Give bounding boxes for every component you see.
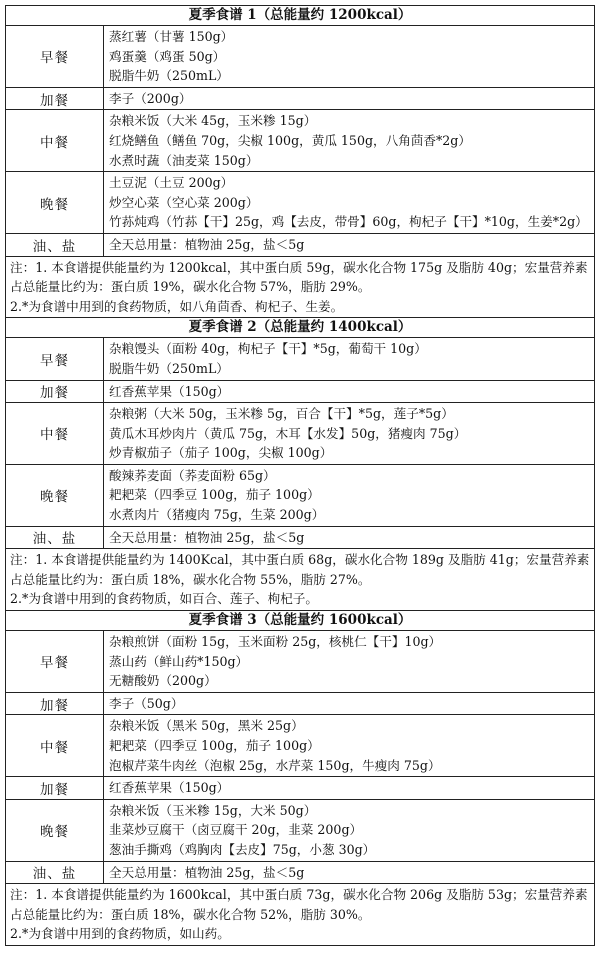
meal-items: [104, 464, 595, 526]
meal-items: [104, 715, 595, 777]
menu-notes: [6, 256, 595, 318]
meal-items: [104, 110, 595, 172]
meal-item: 红香蕉苹果（150g）: [109, 383, 230, 399]
meal-items: [104, 861, 595, 884]
meal-item: 无糖酸奶（200g）: [109, 673, 217, 689]
meal-item: 杂粮煎饼（面粉 15g，玉米面粉 25g，核桃仁【干】10g）: [109, 634, 442, 650]
meal-item: 杂粮米饭（大米 45g，玉米糁 15g）: [109, 113, 317, 129]
meal-label: 早餐: [6, 631, 104, 693]
meal-items: [104, 87, 595, 110]
meal-label: 加餐: [6, 380, 104, 403]
meal-label: 晚餐: [6, 464, 104, 526]
meal-item: 水煮肉片（猪瘦肉 75g，生菜 200g）: [109, 507, 325, 523]
meal-item: 杂粮馒头（面粉 40g，枸杞子【干】*5g，葡萄干 10g）: [109, 341, 427, 357]
meal-row: [6, 338, 595, 380]
meal-items: [104, 777, 595, 800]
meal-label: 早餐: [6, 338, 104, 380]
meal-row: [6, 799, 595, 861]
meal-row: [6, 777, 595, 800]
meal-item: 葱油手撕鸡（鸡胸肉【去皮】75g，小葱 30g）: [109, 841, 376, 857]
meal-item: 泡椒芹菜牛肉丝（泡椒 25g，水芹菜 150g，牛瘦肉 75g）: [109, 757, 441, 773]
meal-item: 耙耙菜（四季豆 100g，茄子 100g）: [109, 487, 320, 503]
meal-label: 油、盐: [6, 861, 104, 884]
meal-items: [104, 338, 595, 380]
meal-item: 李子（200g）: [109, 90, 192, 106]
note-line: 注：1. 本食谱提供能量约为 1200kcal，其中蛋白质 59g，碳水化合物 175g 及脂肪 40g；宏量营养素占总能量比约为：蛋白质 19%，碳水化合物 57%，脂肪 29%。: [10, 259, 588, 295]
meal-row: [6, 631, 595, 693]
meal-items: [104, 233, 595, 256]
note-line: 注：1. 本食谱提供能量约为 1400Kcal，其中蛋白质 68g，碳水化合物 189g 及脂肪 41g；宏量营养素占总能量比约为：蛋白质 18%，碳水化合物 55%，脂肪 27%。: [10, 552, 590, 587]
meal-item: 耙耙菜（四季豆 100g，茄子 100g）: [109, 738, 320, 753]
meal-items: [104, 692, 595, 715]
menu-title: 夏季食谱 1（总能量约 1200kcal）: [6, 6, 595, 26]
menu-title: 夏季食谱 2（总能量约 1400kcal）: [6, 318, 595, 338]
meal-item: 杂粮米饭（黑米 50g，黑米 25g）: [109, 718, 304, 734]
meal-item: 全天总用量：植物油 25g，盐＜5g: [109, 236, 305, 252]
menu-title-row: [6, 318, 595, 338]
meal-row: [6, 233, 595, 256]
note-line: 2.*为食谱中用到的食药物质，如八角茴香、枸杞子、生姜。: [10, 298, 344, 314]
meal-item: 杂粮粥（大米 50g，玉米糁 5g，百合【干】*5g，莲子*5g）: [109, 406, 454, 422]
meal-label: 中餐: [6, 403, 104, 465]
meal-item: 蒸红薯（甘薯 150g）: [109, 29, 234, 44]
meal-label: 晚餐: [6, 799, 104, 861]
meal-label: 晚餐: [6, 172, 104, 234]
menu-title: 夏季食谱 3（总能量约 1600kcal）: [6, 611, 595, 631]
meal-item: 红烧鳝鱼（鳝鱼 70g，尖椒 100g，黄瓜 150g，八角茴香*2g）: [109, 132, 471, 148]
meal-label: 中餐: [6, 715, 104, 777]
meal-item: 脱脂牛奶（250mL）: [109, 360, 229, 376]
meal-row: [6, 110, 595, 172]
meal-item: 炒空心菜（空心菜 200g）: [109, 194, 259, 210]
meal-item: 鸡蛋羹（鸡蛋 50g）: [109, 48, 226, 64]
notes-row: [6, 256, 595, 318]
meal-items: [104, 631, 595, 693]
meal-label: 加餐: [6, 692, 104, 715]
note-line: 注：1. 本食谱提供能量约为 1600kcal，其中蛋白质 73g，碳水化合物 206g 及脂肪 53g；宏量营养素占总能量比约为：蛋白质 18%，碳水化合物 52%，脂肪 30%。: [10, 887, 588, 922]
meal-item: 土豆泥（土豆 200g）: [109, 175, 234, 191]
meal-items: [104, 26, 595, 88]
meal-item: 蒸山药（鲜山药*150g）: [109, 653, 249, 669]
meal-label: 加餐: [6, 777, 104, 800]
meal-row: [6, 692, 595, 715]
meal-item: 李子（50g）: [109, 695, 184, 711]
menu-title-row: [6, 6, 595, 26]
meal-item: 竹荪炖鸡（竹荪【干】25g，鸡【去皮，带骨】60g，枸杞子【干】*10g，生姜*2g）: [109, 214, 588, 230]
meal-items: [104, 403, 595, 465]
meal-items: [104, 799, 595, 861]
meal-item: 炒青椒茄子（茄子 100g，尖椒 100g）: [109, 445, 333, 461]
meal-row: [6, 464, 595, 526]
meal-item: 韭菜炒豆腐干（卤豆腐干 20g，韭菜 200g）: [109, 822, 363, 838]
meal-row: [6, 172, 595, 234]
notes-row: [6, 549, 595, 611]
meal-items: [104, 380, 595, 403]
meal-label: 中餐: [6, 110, 104, 172]
meal-item: 黄瓜木耳炒肉片（黄瓜 75g，木耳【水发】50g，猪瘦肉 75g）: [109, 425, 467, 441]
menu-notes: [6, 884, 595, 946]
meal-label: 油、盐: [6, 233, 104, 256]
meal-item: 水煮时蔬（油麦菜 150g）: [109, 152, 259, 168]
menu-notes: [6, 549, 595, 611]
meal-label: 油、盐: [6, 526, 104, 549]
note-line: 2.*为食谱中用到的食药物质，如百合、莲子、枸杞子。: [10, 591, 318, 607]
note-line: 2.*为食谱中用到的食药物质，如山药。: [10, 926, 230, 942]
meal-item: 全天总用量：植物油 25g，盐＜5g: [109, 529, 305, 545]
meal-row: [6, 861, 595, 884]
meal-item: 脱脂牛奶（250mL）: [109, 68, 229, 84]
meal-row: [6, 403, 595, 465]
meal-row: [6, 26, 595, 88]
meal-row: [6, 715, 595, 777]
meal-row: [6, 380, 595, 403]
meal-row: [6, 87, 595, 110]
menu-title-row: [6, 611, 595, 631]
summer-menu-table: [5, 5, 595, 946]
notes-row: [6, 884, 595, 946]
meal-items: [104, 526, 595, 549]
meal-items: [104, 172, 595, 234]
meal-row: [6, 526, 595, 549]
menu-document: [5, 5, 594, 946]
meal-label: 早餐: [6, 26, 104, 88]
meal-item: 酸辣荞麦面（荞麦面粉 65g）: [109, 467, 276, 483]
meal-item: 全天总用量：植物油 25g，盐＜5g: [109, 864, 305, 880]
meal-item: 杂粮米饭（玉米糁 15g，大米 50g）: [109, 802, 317, 818]
meal-label: 加餐: [6, 87, 104, 110]
meal-item: 红香蕉苹果（150g）: [109, 780, 230, 796]
